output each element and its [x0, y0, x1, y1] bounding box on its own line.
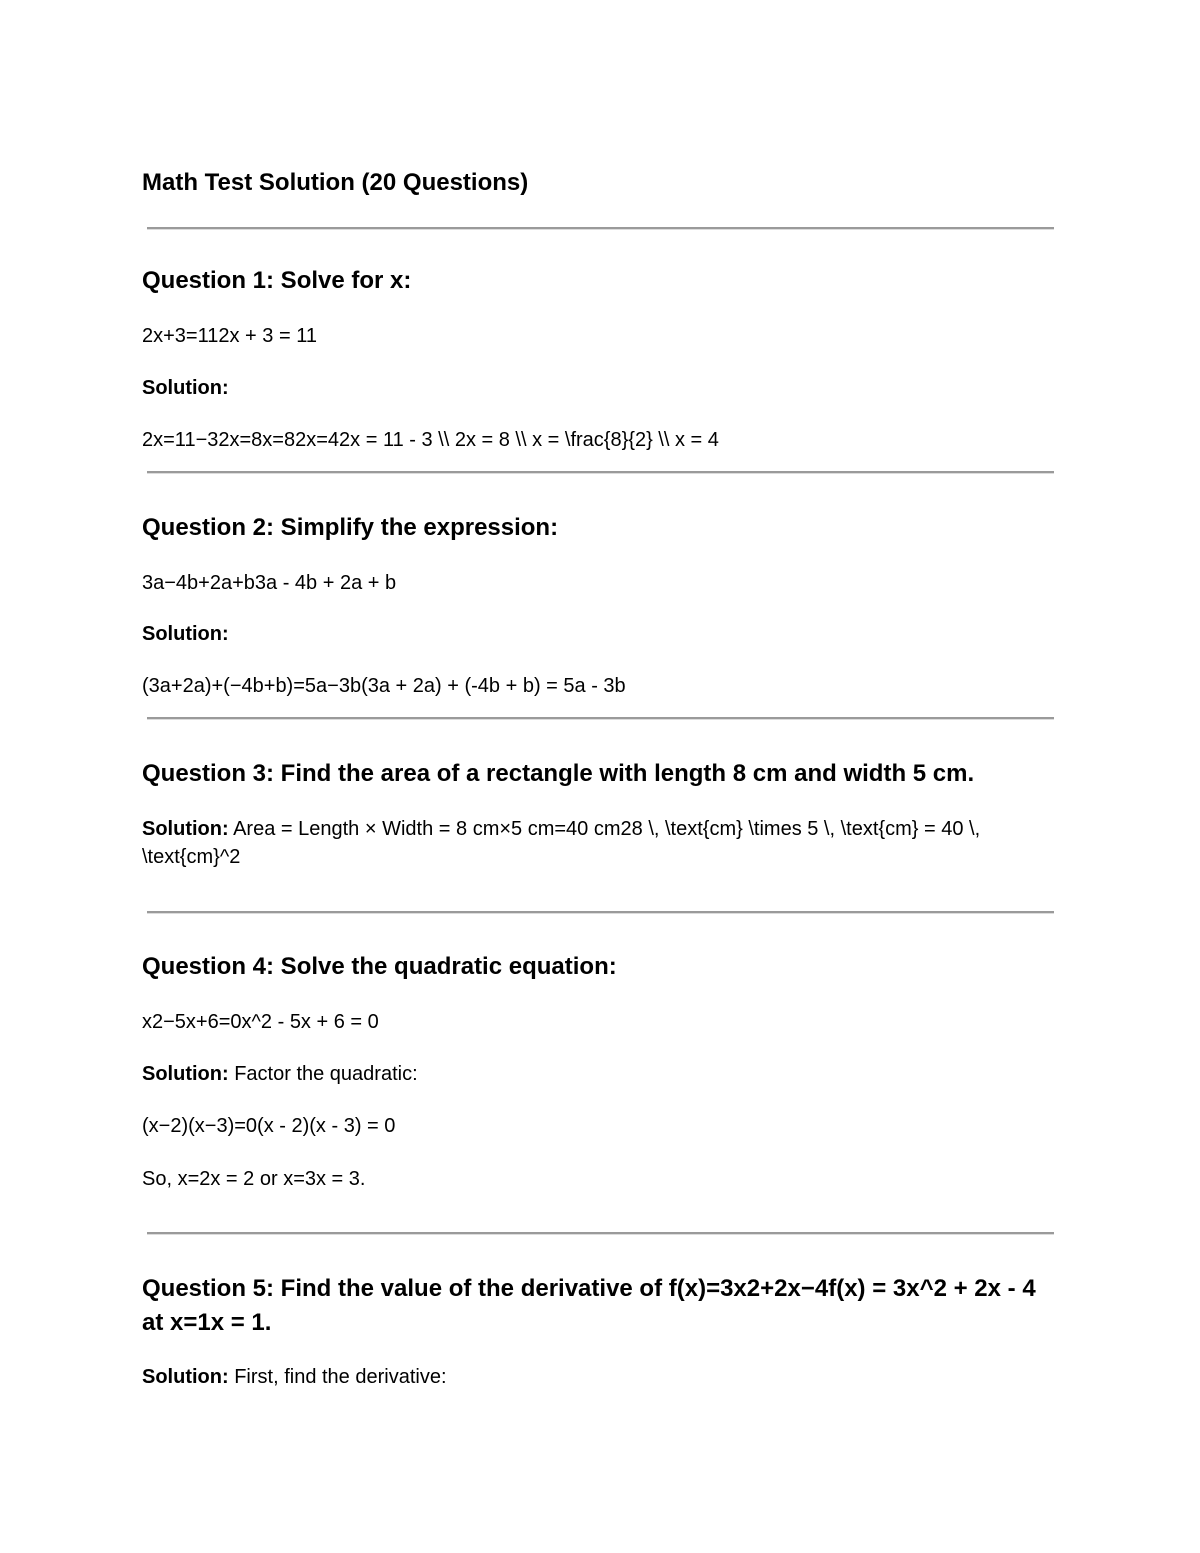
divider	[147, 911, 1054, 914]
solution-label: Solution:	[142, 1366, 229, 1388]
divider	[147, 1232, 1054, 1235]
solution-label: Solution:	[142, 818, 229, 840]
question-2-solution-label-line	[142, 620, 1057, 648]
solution-text: Area = Length × Width = 8 cm×5 cm=40 cm28 \, \text{cm} \times 5 \, \text{cm} = 40 \, \text{cm}^2	[142, 818, 981, 868]
question-2-heading: Question 2: Simplify the expression:	[142, 514, 559, 541]
divider	[147, 227, 1054, 230]
question-2-problem: 3a−4b+2a+b3a - 4b + 2a + b	[142, 572, 397, 594]
question-4-step-1: (x−2)(x−3)=0(x - 2)(x - 3) = 0	[142, 1115, 396, 1137]
divider	[147, 717, 1054, 720]
divider	[147, 471, 1054, 474]
question-4-step-2: So, x=2x = 2 or x=3x = 3.	[142, 1168, 366, 1190]
page-title: Math Test Solution (20 Questions)	[142, 169, 529, 196]
question-1-heading: Question 1: Solve for x:	[142, 267, 412, 294]
question-3-heading: Question 3: Find the area of a rectangle with length 8 cm and width 5 cm.	[142, 760, 975, 787]
solution-label: Solution:	[142, 377, 229, 399]
question-5-heading: Question 5: Find the value of the derivative of f(x)=3x2+2x−4f(x) = 3x^2 + 2x - 4 at x=1x = 1.	[142, 1275, 1036, 1336]
solution-text: Factor the quadratic:	[234, 1063, 418, 1085]
question-4-heading: Question 4: Solve the quadratic equation:	[142, 953, 617, 980]
question-5-solution	[142, 1363, 1057, 1391]
question-4-problem: x2−5x+6=0x^2 - 5x + 6 = 0	[142, 1011, 379, 1033]
solution-label: Solution:	[142, 1063, 229, 1085]
question-1-problem: 2x+3=112x + 3 = 11	[142, 325, 317, 347]
question-4-solution	[142, 1060, 1057, 1088]
question-3-solution	[142, 815, 1057, 871]
solution-text: First, find the derivative:	[234, 1366, 447, 1388]
question-2-solution: (3a+2a)+(−4b+b)=5a−3b(3a + 2a) + (-4b + b) = 5a - 3b	[142, 675, 626, 697]
question-1-solution-label-line	[142, 374, 1057, 402]
question-1-solution: 2x=11−32x=8x=82x=42x = 11 - 3 \\ 2x = 8 \\ x = \frac{8}{2} \\ x = 4	[142, 429, 719, 451]
solution-label: Solution:	[142, 623, 229, 645]
